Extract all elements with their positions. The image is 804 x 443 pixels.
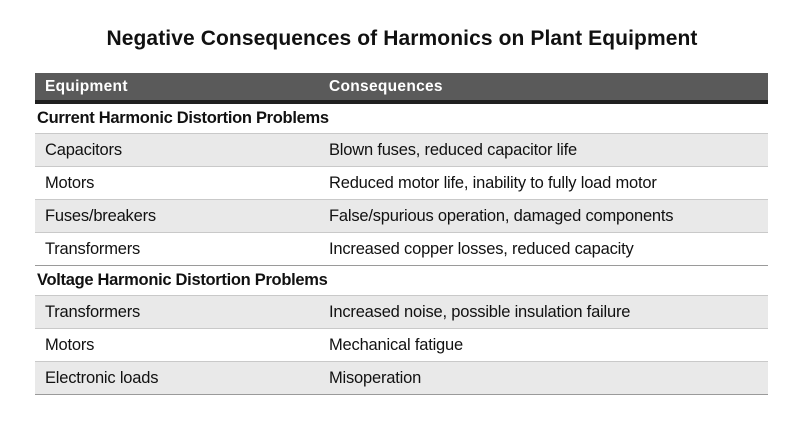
table-row — [35, 361, 768, 395]
table-row — [35, 295, 768, 328]
equipment-cell: Transformers — [45, 302, 141, 321]
equipment-cell: Electronic loads — [45, 368, 159, 387]
section-heading-voltage: Voltage Harmonic Distortion Problems — [37, 271, 328, 289]
header-consequences: Consequences — [329, 77, 443, 95]
equipment-cell: Transformers — [45, 239, 141, 258]
consequence-cell: Reduced motor life, inability to fully load motor — [329, 173, 657, 192]
consequence-cell: False/spurious operation, damaged components — [329, 206, 674, 225]
consequence-cell: Misoperation — [329, 368, 422, 387]
header-equipment: Equipment — [45, 77, 128, 95]
equipment-cell: Fuses/breakers — [45, 206, 156, 225]
equipment-cell: Motors — [45, 173, 95, 192]
table-row — [35, 133, 768, 166]
table-row — [35, 232, 768, 266]
consequence-cell: Increased noise, possible insulation failure — [329, 302, 631, 321]
equipment-cell: Motors — [45, 335, 95, 354]
table-row — [35, 328, 768, 361]
table-header — [35, 73, 768, 104]
consequence-cell: Mechanical fatigue — [329, 335, 463, 354]
table-row — [35, 199, 768, 232]
consequence-cell: Blown fuses, reduced capacitor life — [329, 140, 577, 159]
equipment-cell: Capacitors — [45, 140, 122, 159]
consequences-table — [35, 73, 768, 395]
consequence-cell: Increased copper losses, reduced capacity — [329, 239, 634, 258]
section-heading-current: Current Harmonic Distortion Problems — [37, 109, 329, 127]
table-title: Negative Consequences of Harmonics on Plant Equipment — [106, 27, 698, 50]
table-row — [35, 166, 768, 199]
